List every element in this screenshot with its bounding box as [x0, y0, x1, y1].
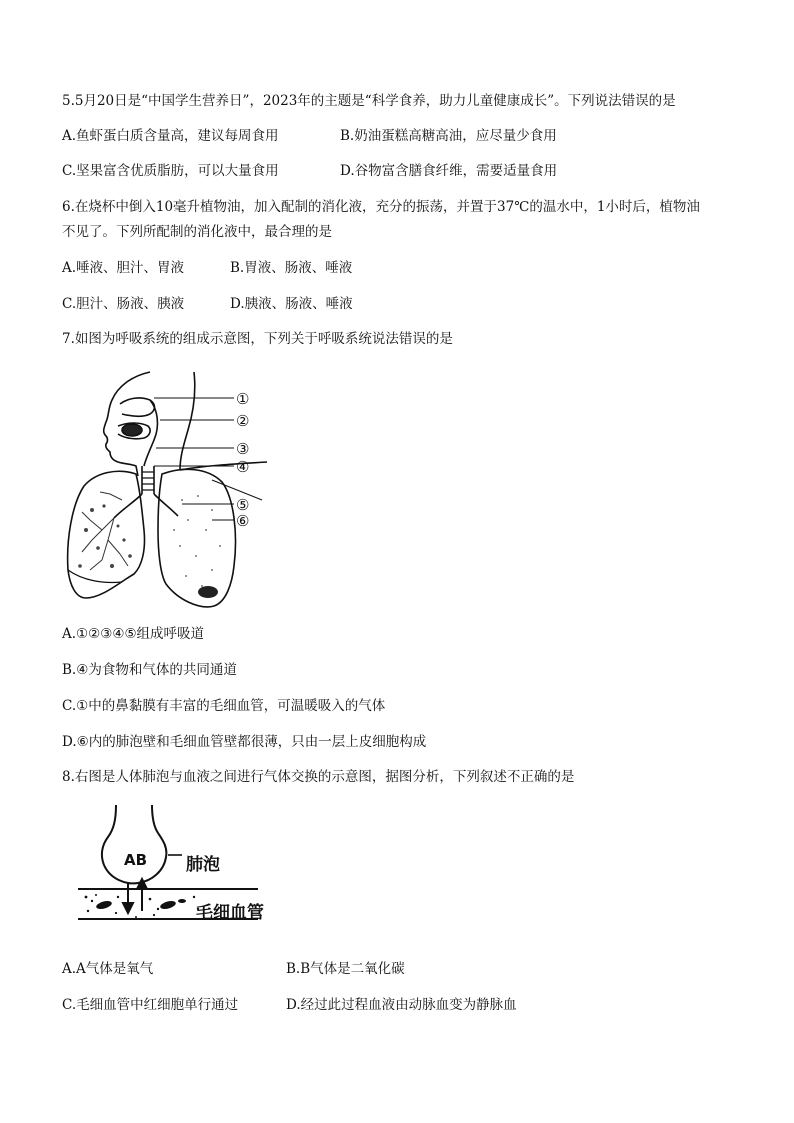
q8-option-b: B.B气体是二氧化碳: [286, 961, 405, 977]
q7-option-d: D.⑥内的肺泡壁和毛细血管壁都很薄，只由一层上皮细胞构成: [62, 734, 427, 750]
q7-option-a: A.①②③④⑤组成呼吸道: [62, 626, 205, 642]
q5-option-a: A.鱼虾蛋白质含量高，建议每周食用: [62, 128, 279, 144]
q6-option-d: D.胰液、肠液、唾液: [230, 296, 353, 312]
q6-stem-line1: 6.在烧杯中倒入10毫升植物油，加入配制的消化液，充分的振荡，并置于37℃的温水中，1小时后，植物油: [62, 199, 700, 215]
q6-option-a: A.唾液、胆汁、胃液: [62, 260, 185, 276]
q7-label-6: ⑥: [236, 512, 250, 530]
q5-option-d: D.谷物富含膳食纤维，需要适量食用: [340, 163, 558, 179]
q5-option-c: C.坚果富含优质脂肪，可以大量食用: [62, 163, 279, 179]
q8-capillary-label: 毛细血管: [196, 903, 264, 923]
q7-option-c: C.①中的鼻黏膜有丰富的毛细血管，可温暖吸入的气体: [62, 698, 386, 714]
q8-stem: 8.右图是人体肺泡与血液之间进行气体交换的示意图，据图分析，下列叙述不正确的是: [62, 769, 575, 785]
q7-label-3: ③: [236, 440, 250, 458]
q8-option-c: C.毛细血管中红细胞单行通过: [62, 997, 239, 1013]
q7-label-4: ④: [236, 458, 250, 476]
q7-label-2: ②: [236, 412, 250, 430]
q5-option-b: B.奶油蛋糕高糖高油，应尽量少食用: [340, 128, 557, 144]
q6-option-c: C.胆汁、肠液、胰液: [62, 296, 185, 312]
q8-option-a: A.A气体是氧气: [62, 961, 154, 977]
q6-stem-line2: 不见了。下列所配制的消化液中，最合理的是: [62, 224, 332, 240]
q8-ab-label: AB: [124, 851, 148, 869]
q7-label-5: ⑤: [236, 496, 250, 514]
q5-stem: 5.5月20日是“中国学生营养日”，2023年的主题是“科学食养，助力儿童健康成长”。下列说法错误的是: [62, 93, 676, 109]
q6-option-b: B.胃液、肠液、唾液: [230, 260, 353, 276]
q7-option-b: B.④为食物和气体的共同通道: [62, 662, 237, 678]
q8-alveolus-label: 肺泡: [186, 855, 220, 875]
q7-label-1: ①: [236, 390, 250, 408]
q7-stem: 7.如图为呼吸系统的组成示意图，下列关于呼吸系统说法错误的是: [62, 331, 453, 347]
q8-option-d: D.经过此过程血液由动脉血变为静脉血: [286, 997, 517, 1013]
